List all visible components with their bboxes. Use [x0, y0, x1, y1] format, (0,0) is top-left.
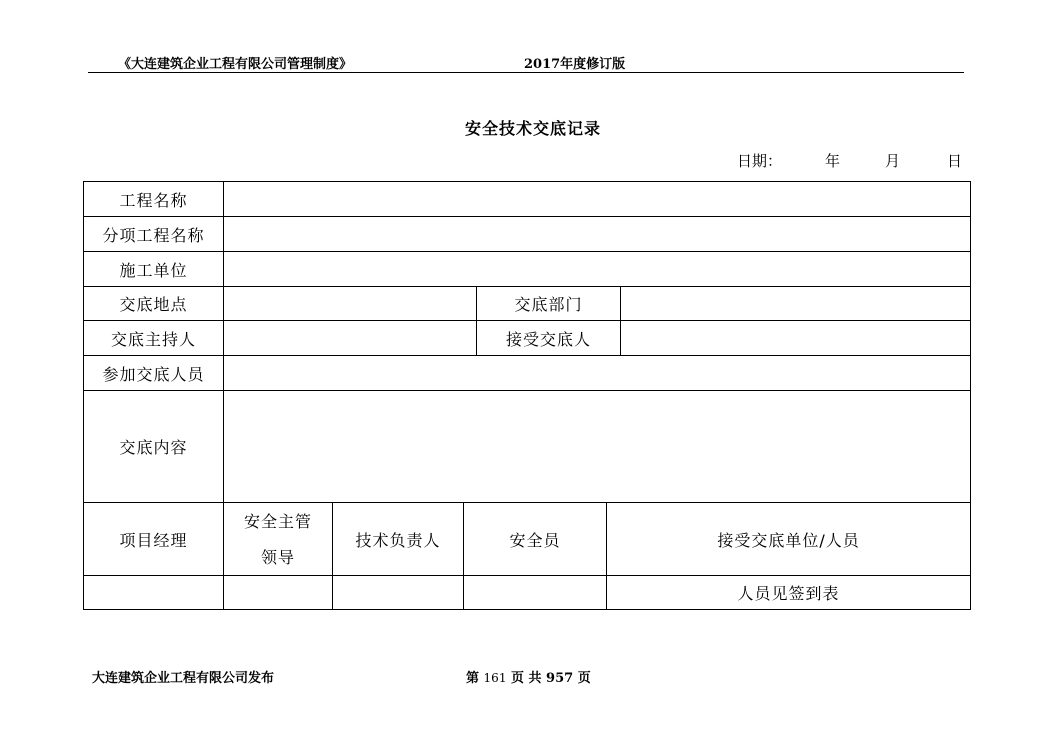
header-title: 《大连建筑企业工程有限公司管理制度》 — [118, 57, 353, 72]
row-construction-unit — [84, 252, 971, 287]
row-content — [84, 391, 971, 503]
label-safety-leader — [224, 503, 333, 576]
page-prefix: 第 — [466, 671, 480, 686]
field-department[interactable] — [621, 287, 971, 321]
label-receiving-unit: 接受交底单位/人员 — [607, 503, 971, 576]
label-sub-project-name: 分项工程名称 — [84, 217, 224, 252]
label-content: 交底内容 — [84, 391, 224, 503]
label-host: 交底主持人 — [84, 321, 224, 356]
safety-leader-line1: 安全主管 — [243, 512, 312, 531]
field-participants[interactable] — [224, 356, 971, 391]
field-construction-unit[interactable] — [224, 252, 971, 287]
page-suffix: 页 — [577, 671, 591, 686]
sign-safety-officer[interactable] — [464, 576, 607, 610]
row-signature-headers — [84, 503, 971, 576]
label-construction-unit: 施工单位 — [84, 252, 224, 287]
page-number: 161 — [483, 671, 507, 685]
label-location: 交底地点 — [84, 287, 224, 321]
field-project-name[interactable] — [224, 182, 971, 217]
sign-safety-leader[interactable] — [224, 576, 333, 610]
row-project-name — [84, 182, 971, 217]
label-tech-lead: 技术负责人 — [333, 503, 464, 576]
safety-briefing-table — [83, 181, 971, 610]
label-department: 交底部门 — [477, 287, 621, 321]
field-receiver[interactable] — [621, 321, 971, 356]
date-day: 日 — [947, 152, 963, 170]
sign-in-sheet: 人员见签到表 — [607, 576, 971, 610]
field-sub-project-name[interactable] — [224, 217, 971, 252]
page-total: 957 — [546, 671, 574, 686]
page-mid: 页 共 — [510, 671, 542, 686]
safety-leader-line2: 领导 — [260, 548, 295, 567]
footer-publisher: 大连建筑企业工程有限公司发布 — [92, 671, 275, 686]
label-project-manager: 项目经理 — [84, 503, 224, 576]
sign-project-manager[interactable] — [84, 576, 224, 610]
date-year: 年 — [825, 152, 841, 170]
row-sub-project-name — [84, 217, 971, 252]
date-month: 月 — [885, 152, 901, 170]
label-project-name: 工程名称 — [84, 182, 224, 217]
row-participants — [84, 356, 971, 391]
label-participants: 参加交底人员 — [84, 356, 224, 391]
field-content[interactable] — [224, 391, 971, 503]
label-receiver: 接受交底人 — [477, 321, 621, 356]
row-host — [84, 321, 971, 356]
field-location[interactable] — [224, 287, 477, 321]
row-signatures — [84, 576, 971, 610]
sign-tech-lead[interactable] — [333, 576, 464, 610]
row-location — [84, 287, 971, 321]
field-host[interactable] — [224, 321, 477, 356]
footer-page-info — [466, 667, 591, 686]
label-safety-officer: 安全员 — [464, 503, 607, 576]
document-title: 安全技术交底记录 — [464, 119, 601, 138]
date-label: 日期： — [737, 152, 783, 170]
header-divider — [88, 72, 964, 73]
header-edition: 2017年度修订版 — [524, 57, 626, 72]
